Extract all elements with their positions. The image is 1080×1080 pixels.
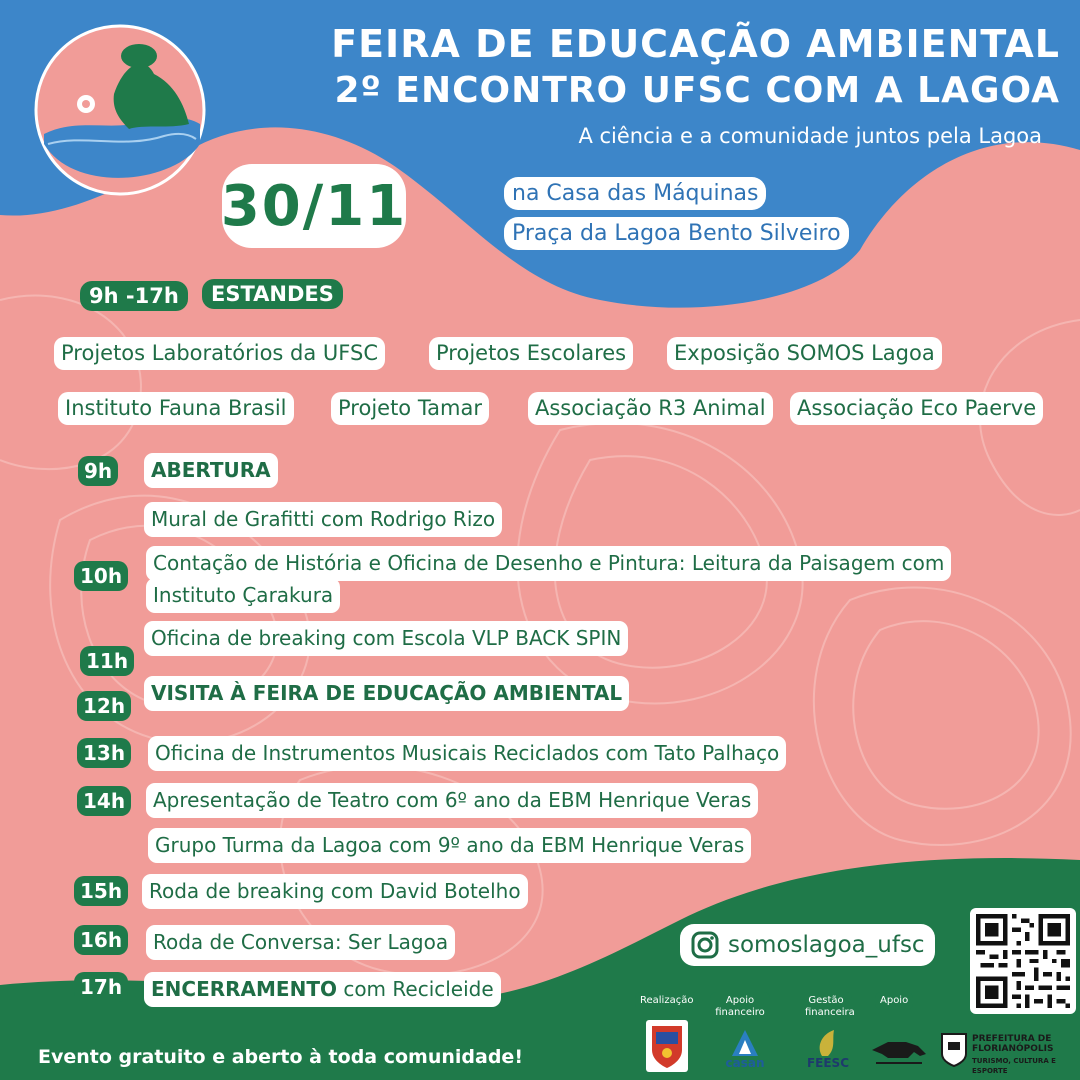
event-date-badge bbox=[222, 164, 406, 248]
tag-apoio-financeiro bbox=[710, 992, 770, 1022]
qr-code[interactable] bbox=[970, 908, 1076, 1014]
event-tagline: A ciência e a comunidade juntos pela Lagoa bbox=[578, 124, 1042, 148]
time-badge: 13h bbox=[77, 738, 131, 768]
schedule-event: ABERTURA bbox=[144, 453, 278, 488]
stand-item: Projeto Tamar bbox=[331, 392, 489, 425]
schedule-event: Roda de Conversa: Ser Lagoa bbox=[146, 925, 455, 960]
location-line1: na Casa das Máquinas bbox=[504, 177, 766, 210]
tag-gestao-financeira-label: Gestão financeira bbox=[805, 995, 855, 1018]
time-badge: 9h bbox=[78, 456, 118, 486]
time-badge: 12h bbox=[77, 691, 131, 721]
tag-realizacao: Realização bbox=[635, 992, 698, 1010]
prefeitura-logo bbox=[938, 1032, 1078, 1075]
stand-item: Exposição SOMOS Lagoa bbox=[667, 337, 942, 370]
event-subtitle-edition: 2º ENCONTRO UFSC COM A LAGOA bbox=[334, 70, 1060, 111]
tag-apoio: Apoio bbox=[875, 992, 913, 1010]
schedule-event: Instituto Çarakura bbox=[146, 578, 340, 613]
time-badge: 14h bbox=[77, 786, 131, 816]
fundacao-logo bbox=[868, 1032, 930, 1072]
instagram-handle: somoslagoa_ufsc bbox=[728, 932, 925, 958]
prefeitura-logo-title: PREFEITURA DE FLORIANÓPOLIS bbox=[972, 1034, 1054, 1054]
time-badge: 16h bbox=[74, 925, 128, 955]
event-title: FEIRA DE EDUCAÇÃO AMBIENTAL bbox=[331, 22, 1060, 66]
stand-item: Associação R3 Animal bbox=[528, 392, 773, 425]
stand-item: Projetos Laboratórios da UFSC bbox=[54, 337, 385, 370]
location-line2: Praça da Lagoa Bento Silveiro bbox=[504, 217, 849, 250]
instagram-icon bbox=[690, 930, 720, 960]
schedule-event-closing bbox=[144, 972, 501, 1007]
casan-logo bbox=[720, 1028, 770, 1074]
schedule-event: Contação de História e Oficina de Desenho e Pintura: Leitura da Paisagem com bbox=[146, 546, 951, 581]
schedule-event: Roda de breaking com David Botelho bbox=[142, 874, 528, 909]
tag-apoio-financeiro-label: Apoio financeiro bbox=[715, 995, 765, 1018]
footer-free-event-text: Evento gratuito e aberto à toda comunidade! bbox=[38, 1046, 523, 1068]
time-badge: 10h bbox=[74, 561, 128, 591]
feesc-logo-text: FEESC bbox=[806, 1056, 850, 1070]
schedule-event: Mural de Grafitti com Rodrigo Rizo bbox=[144, 502, 502, 537]
stands-time-badge: 9h -17h bbox=[80, 281, 188, 311]
time-badge: 17h bbox=[74, 972, 128, 1002]
closing-label: ENCERRAMENTO bbox=[151, 977, 337, 1001]
stands-label: ESTANDES bbox=[202, 279, 343, 309]
stand-item: Associação Eco Paerve bbox=[790, 392, 1043, 425]
tag-gestao-financeira bbox=[800, 992, 855, 1022]
time-badge: 15h bbox=[74, 876, 128, 906]
time-badge: 11h bbox=[80, 646, 134, 676]
schedule-event: Oficina de Instrumentos Musicais Reciclados com Tato Palhaço bbox=[148, 736, 786, 771]
ufsc-logo bbox=[646, 1020, 688, 1076]
stand-item: Projetos Escolares bbox=[429, 337, 633, 370]
closing-detail: com Recicleide bbox=[336, 977, 494, 1001]
casan-logo-text: casan bbox=[725, 1056, 765, 1070]
schedule-event: Oficina de breaking com Escola VLP BACK SPIN bbox=[144, 621, 628, 656]
event-logo bbox=[34, 24, 206, 196]
feesc-logo bbox=[802, 1028, 854, 1074]
prefeitura-logo-subtitle: TURISMO, CULTURA E ESPORTE bbox=[972, 1057, 1056, 1075]
schedule-event: VISITA À FEIRA DE EDUCAÇÃO AMBIENTAL bbox=[144, 676, 629, 711]
stand-item: Instituto Fauna Brasil bbox=[58, 392, 294, 425]
event-date: 30/11 bbox=[220, 173, 408, 239]
schedule-event: Apresentação de Teatro com 6º ano da EBM Henrique Veras bbox=[146, 783, 758, 818]
schedule-event: Grupo Turma da Lagoa com 9º ano da EBM Henrique Veras bbox=[148, 828, 751, 863]
instagram-handle-box[interactable] bbox=[680, 924, 935, 966]
